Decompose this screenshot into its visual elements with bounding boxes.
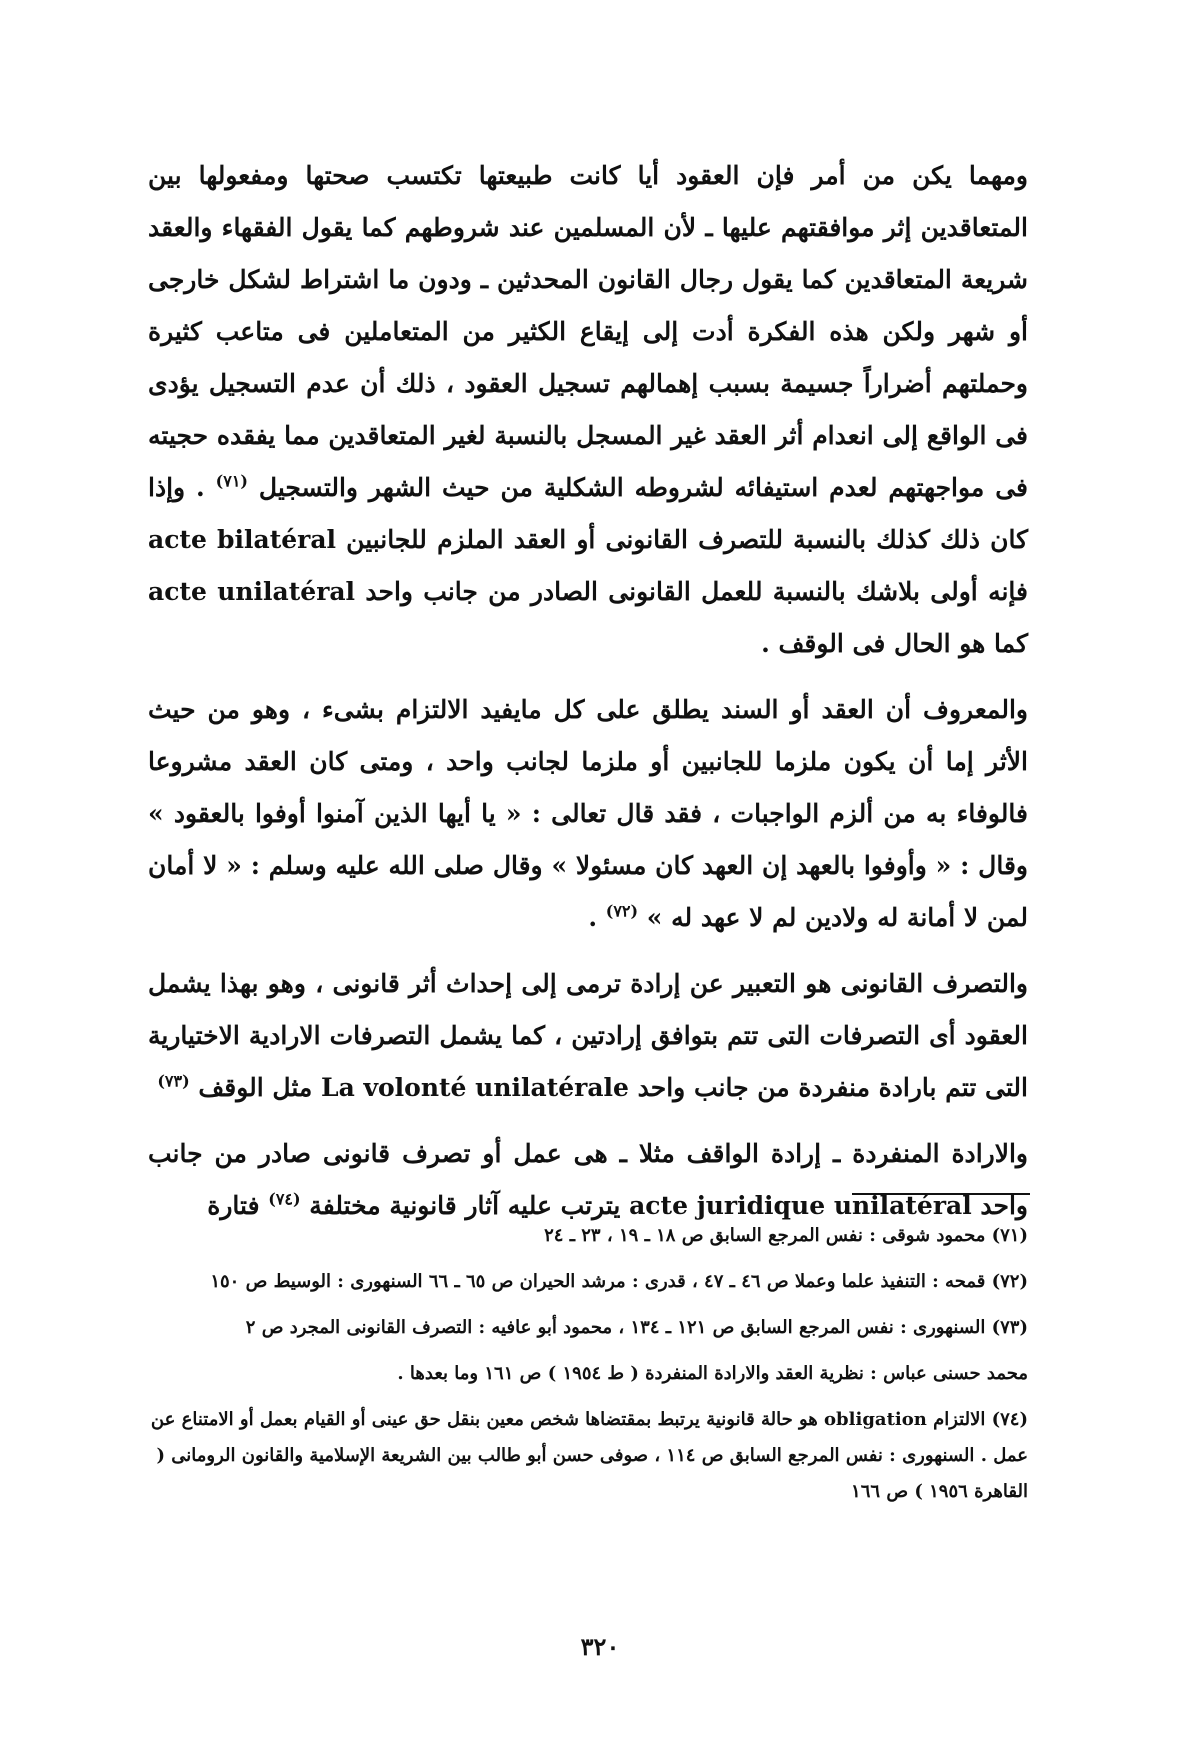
footnotes [148, 1218, 1028, 1520]
paragraph-text: يترتب عليه آثار قانونية مختلفة [300, 1191, 630, 1220]
footnote-reference: (٧٣) [157, 1071, 190, 1091]
page-number: ٣٢٠ [580, 1632, 620, 1661]
paragraph-text: والارادة المنفردة ـ إرادة الواقف مثلا ـ هى عمل أو تصرف قانونى صادر من جانب واحد [148, 1139, 1028, 1220]
paragraph-text: . وإذا كان ذلك كذلك بالنسبة للتصرف القانونى أو العقد الملزم للجانبين [148, 473, 1028, 554]
footnote-reference: (٧١) [215, 471, 248, 491]
footnote-reference: (٧٢) [605, 901, 639, 921]
footnote: (٧٤) الالتزام obligation هو حالة قانونية يرتبط بمقتضاها شخص معين بنقل حق عينى أو القيام بعمل أو الامتناع عن عمل . السنهورى : نفس المرجع السابق ص ١١٤ ، صوفى حسن أبو طالب بين الشريعة الإسلامية والقانون الرومانى ( القاهرة ١٩٥٦ ) ص ١٦٦ [150, 1409, 1028, 1502]
paragraph-text: . [588, 903, 606, 932]
foreign-term: acte unilatéral [148, 577, 356, 606]
footnote: (٧١) محمود شوقى : نفس المرجع السابق ص ١٨ ـ ١٩ ، ٢٣ ـ ٢٤ [544, 1225, 1028, 1246]
paragraph [148, 150, 1028, 670]
paragraph [148, 958, 1028, 1114]
paragraph-text: والتصرف القانونى هو التعبير عن إرادة ترمى إلى إحداث أثر قانونى ، وهو بهذا يشمل العقود أى التصرفات التى تتم بتوافق إرادتين ، كما يشمل التصرفات الارادية الاختيارية التى تتم بارادة منفردة من جانب واحد [148, 969, 1028, 1102]
body-text [148, 150, 1028, 1246]
foreign-term: La volonté unilatérale [320, 1073, 629, 1102]
paragraph-text: ومهما يكن من أمر فإن العقود أيا كانت طبيعتها تكتسب صحتها ومفعولها بين المتعاقدين إثر موافقتهم عليها ـ لأن المسلمين عند شروطهم كما يقول الفقهاء والعقد شريعة المتعاقدين كما يقول رجال القانون المحدثين ـ ودون ما اشتراط لشكل خارجى أو شهر ولكن هذه الفكرة أدت إلى إيقاع الكثير من المتعاملين فى متاعب كثيرة وحملتهم أضراراً جسيمة بسبب إهمالهم تسجيل العقود ، ذلك أن عدم التسجيل يؤدى فى الواقع إلى انعدام أثر العقد غير المسجل بالنسبة لغير المتعاقدين مما يفقده حجيته فى مواجهتهم لعدم استيفائه لشروطه الشكلية من حيث الشهر والتسجيل [148, 161, 1028, 502]
footnote-reference: (٧٤) [268, 1189, 301, 1209]
paragraph [148, 1128, 1028, 1232]
footnote: (٧٢) قمحه : التنفيذ علما وعملا ص ٤٦ ـ ٤٧ ، قدرى : مرشد الحيران ص ٦٥ ـ ٦٦ السنهورى : الوسيط ص ١٥٠ [210, 1271, 1028, 1292]
foreign-term: acte juridique unilatéral [629, 1191, 972, 1220]
paragraph [148, 684, 1028, 944]
paragraph-text: فتارة [207, 1191, 269, 1220]
paragraph-text: كما هو الحال فى الوقف . [761, 629, 1028, 658]
foreign-term: acte bilatéral [148, 525, 337, 554]
paragraph-text: مثل الوقف [189, 1073, 321, 1102]
footnote: (٧٣) السنهورى : نفس المرجع السابق ص ١٢١ ـ ١٣٤ ، محمود أبو عافيه : التصرف القانونى المجرد ص ٢ [245, 1317, 1028, 1338]
paragraph-text: فإنه أولى بلاشك بالنسبة للعمل القانونى الصادر من جانب واحد [355, 577, 1028, 606]
paragraph-text: والمعروف أن العقد أو السند يطلق على كل مايفيد الالتزام بشىء ، وهو من حيث الأثر إما أن يكون ملزما للجانبين أو ملزما لجانب واحد ، ومتى كان العقد مشروعا فالوفاء به من ألزم الواجبات ، فقد قال تعالى : « يا أيها الذين آمنوا أوفوا بالعقود » وقال : « وأوفوا بالعهد إن العهد كان مسئولا » وقال صلى الله عليه وسلم : « لا أمان لمن لا أمانة له ولادين لم لا عهد له » [148, 695, 1028, 932]
footnote-separator [852, 1193, 1030, 1195]
footnote: محمد حسنى عباس : نظرية العقد والارادة المنفردة ( ط ١٩٥٤ ) ص ١٦١ وما بعدها . [397, 1363, 1028, 1384]
